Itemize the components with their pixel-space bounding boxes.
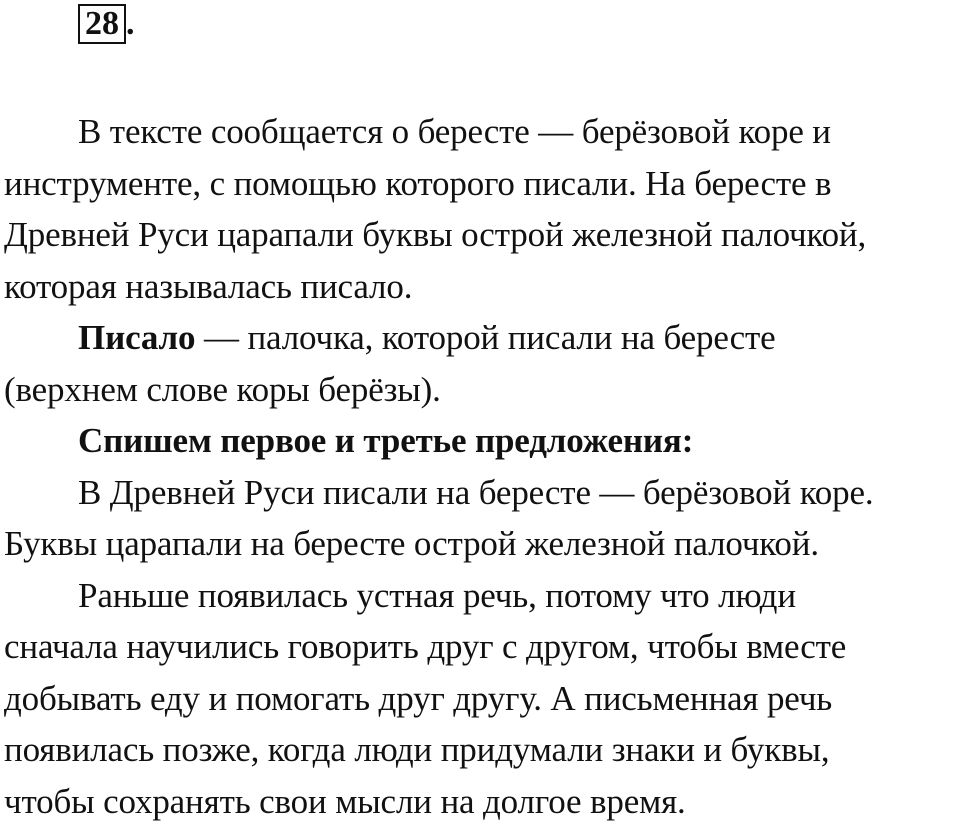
- text-line: которая называлась писало.: [4, 261, 956, 313]
- task-number-dot: .: [126, 5, 135, 42]
- paragraph-copied-sentences: [4, 467, 956, 570]
- text-line: инструменте, с помощью которого писали. На бересте в: [4, 158, 956, 210]
- text-line: Буквы царапали на бересте острой железной палочкой.: [4, 518, 956, 570]
- text-line: добывать еду и помогать друг другу. А письменная речь: [4, 673, 956, 725]
- task-number: [78, 4, 135, 42]
- text-line: (верхнем слове коры берёзы).: [4, 364, 956, 416]
- text-line: Древней Руси царапали буквы острой железной палочкой,: [4, 209, 956, 261]
- text-line: В Древней Руси писали на бересте — берёзовой коре.: [4, 467, 956, 519]
- paragraph-conclusion: [4, 570, 956, 827]
- answer-text: [4, 106, 956, 827]
- task-number-box: 28: [78, 4, 126, 44]
- paragraph-intro: [4, 106, 956, 312]
- text-line: В тексте сообщается о бересте — берёзовой коре и: [4, 106, 956, 158]
- paragraph-heading: [4, 415, 956, 467]
- text-line: [4, 312, 956, 364]
- section-heading: Спишем первое и третье предложения:: [4, 415, 956, 467]
- text-line: Раньше появилась устная речь, потому что люди: [4, 570, 956, 622]
- paragraph-definition: [4, 312, 956, 415]
- text-line: чтобы сохранять свои мысли на долгое время.: [4, 776, 956, 827]
- defined-term: Писало: [78, 318, 195, 357]
- text-line: появилась позже, когда люди придумали знаки и буквы,: [4, 724, 956, 776]
- definition-text: — палочка, которой писали на бересте: [195, 318, 775, 357]
- text-line: сначала научились говорить друг с другом, чтобы вместе: [4, 621, 956, 673]
